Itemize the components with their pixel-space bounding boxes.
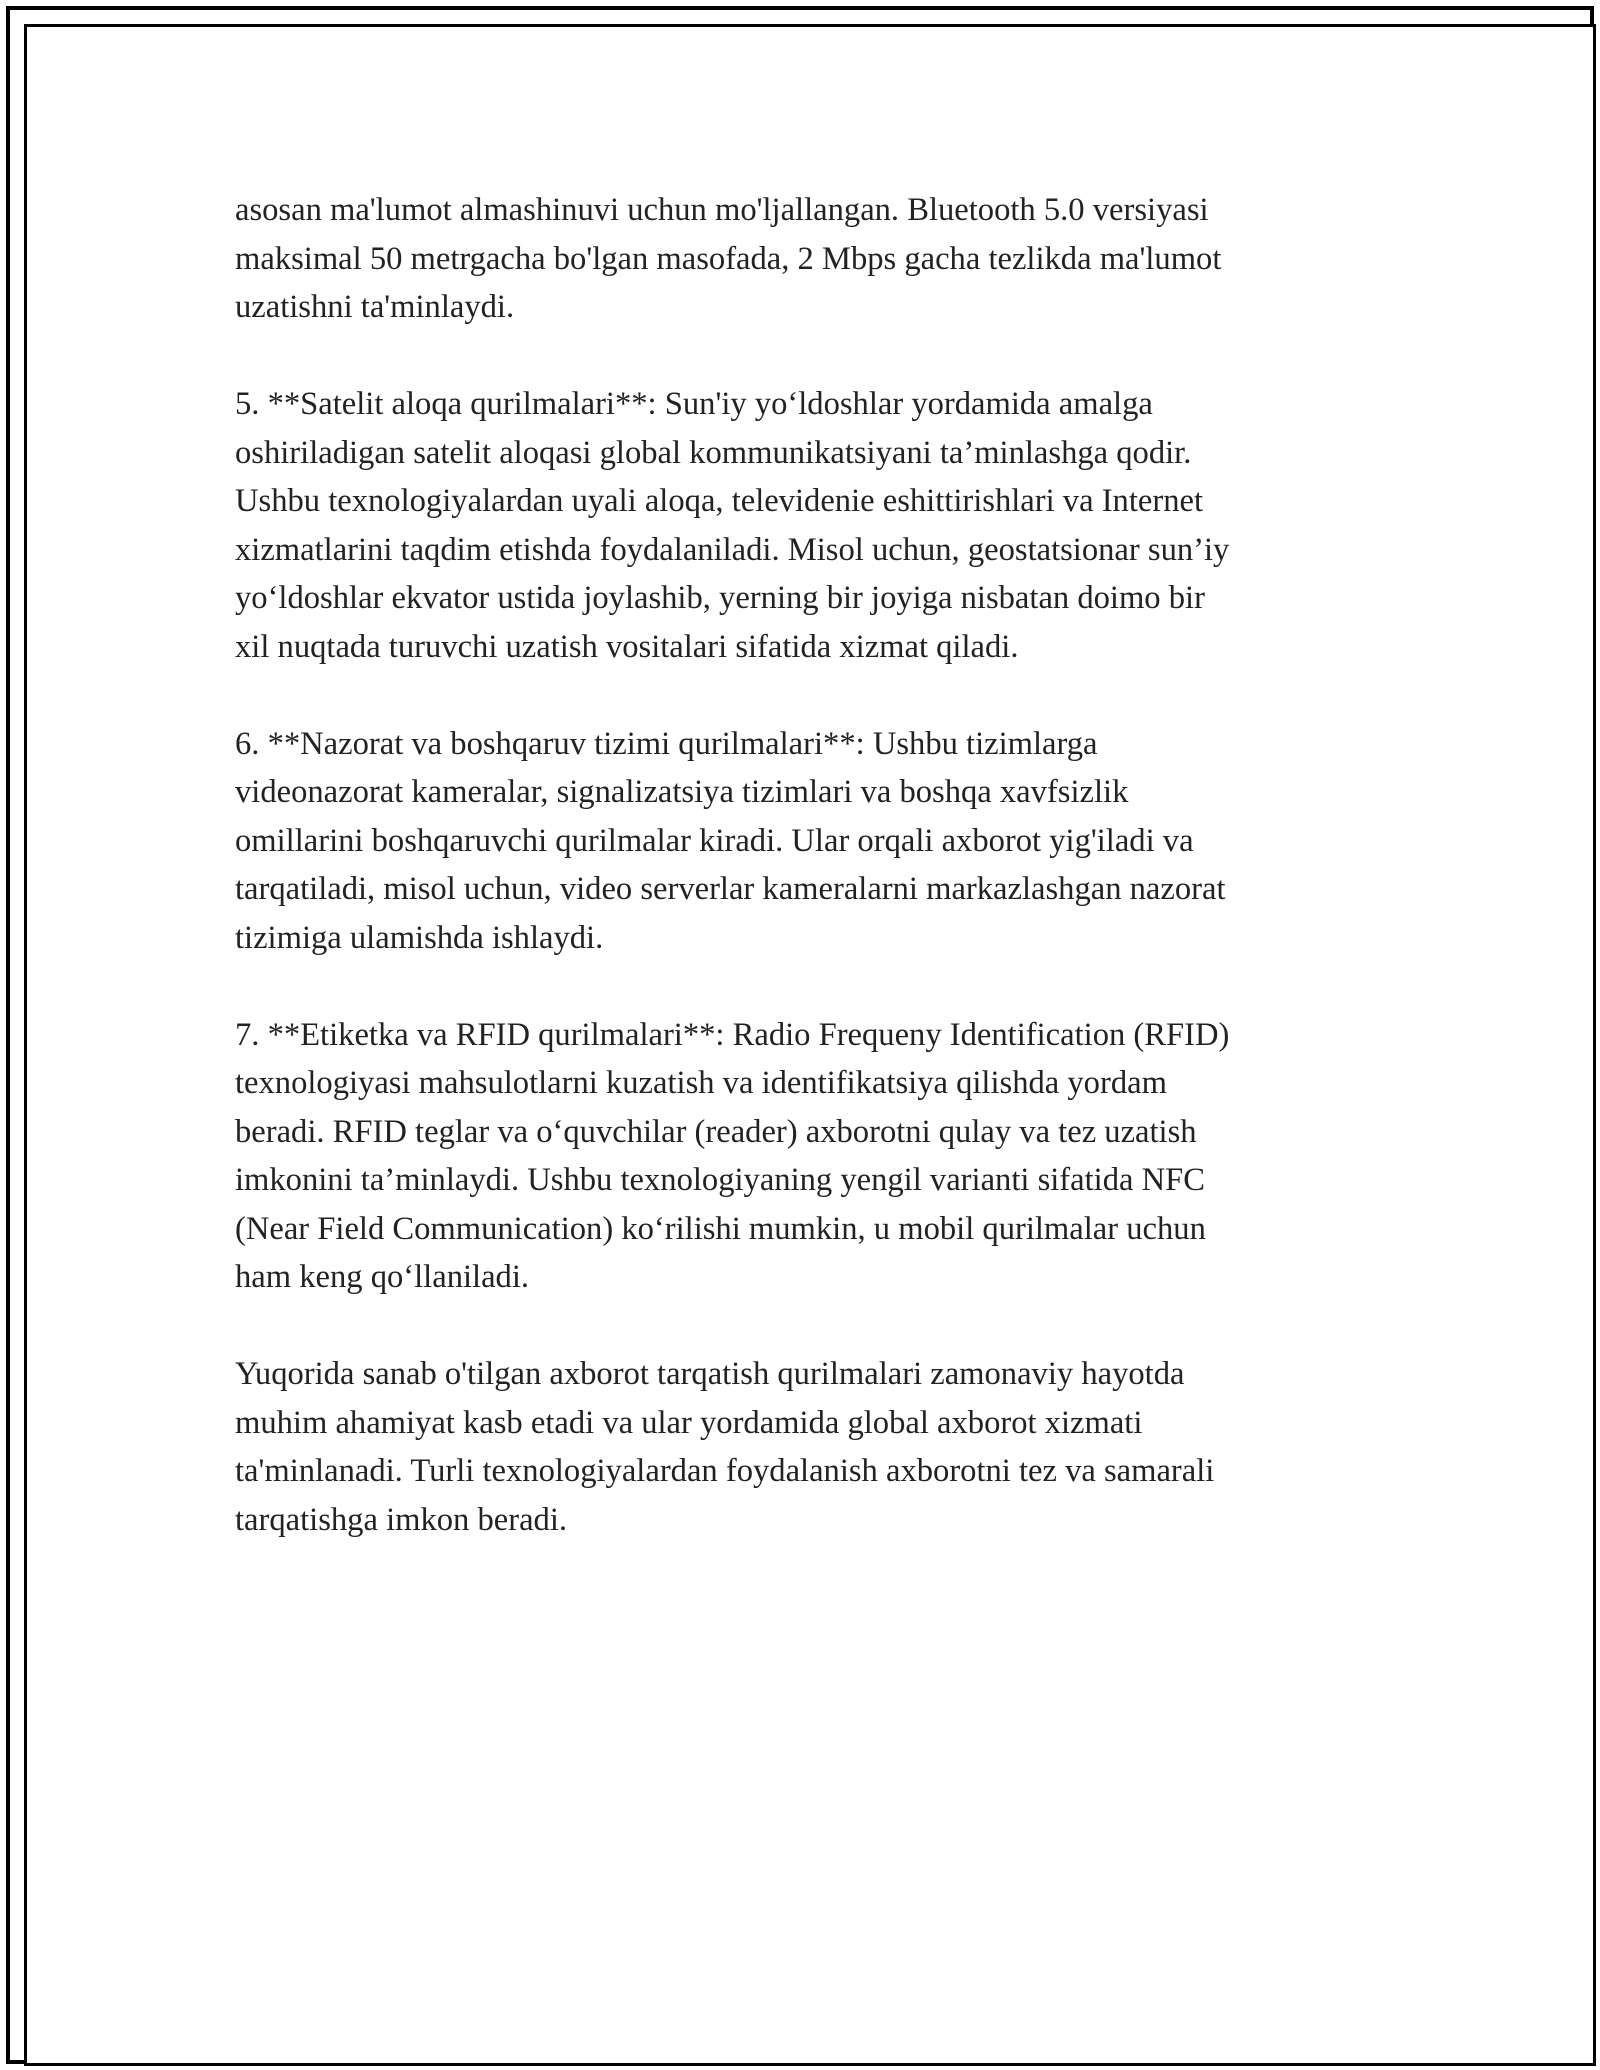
text-line: uzatishni ta'minlaydi.: [235, 289, 515, 325]
text-line: yo‘ldoshlar ekvator ustida joylashib, yerning bir joyiga nisbatan doimo bir: [235, 580, 1205, 616]
text-line: maksimal 50 metrgacha bo'lgan masofada, 2 Mbps gacha tezlikda ma'lumot: [235, 240, 1222, 277]
document-body: [235, 186, 1375, 1544]
text-line: omillarini boshqaruvchi qurilmalar kiradi. Ular orqali axborot yig'iladi va: [235, 822, 1194, 859]
text-line: beradi. RFID teglar va o‘quvchilar (reader) axborotni qulay va tez uzatish: [235, 1113, 1197, 1150]
text-line: 5. **Satelit aloqa qurilmalari**: Sun'iy yo‘ldoshlar yordamida amalga: [235, 386, 1153, 422]
text-line: oshiriladigan satelit aloqasi global kommunikatsiyani ta’minlashga qodir.: [235, 434, 1192, 471]
text-line: muhim ahamiyat kasb etadi va ular yordamida global axborot xizmati: [235, 1404, 1143, 1441]
text-line: ta'minlanadi. Turli texnologiyalardan foydalanish axborotni tez va samarali: [235, 1453, 1215, 1489]
text-line: 6. **Nazorat va boshqaruv tizimi qurilmalari**: Ushbu tizimlarga: [235, 725, 1098, 762]
text-line: tarqatiladi, misol uchun, video serverlar kameralarni markazlashgan nazorat: [235, 871, 1226, 907]
text-line: Yuqorida sanab o'tilgan axborot tarqatish qurilmalari zamonaviy hayotda: [235, 1356, 1185, 1392]
paragraph-rfid: [235, 1011, 1375, 1302]
paragraph-surveillance: [235, 720, 1375, 963]
text-line: asosan ma'lumot almashinuvi uchun mo'ljallangan. Bluetooth 5.0 versiyasi: [235, 192, 1209, 228]
text-line: videonazorat kameralar, signalizatsiya tizimlari va boshqa xavfsizlik: [235, 774, 1129, 810]
text-line: 7. **Etiketka va RFID qurilmalari**: Radio Frequeny Identification (RFID): [235, 1016, 1230, 1053]
paragraph-satellite: [235, 380, 1375, 671]
text-line: ham keng qo‘llaniladi.: [235, 1259, 530, 1295]
text-line: tizimiga ulamishda ishlaydi.: [235, 919, 604, 956]
text-line: xil nuqtada turuvchi uzatish vositalari sifatida xizmat qiladi.: [235, 628, 1019, 665]
paragraph-conclusion: [235, 1350, 1375, 1544]
text-line: Ushbu texnologiyalardan uyali aloqa, televidenie eshittirishlari va Internet: [235, 483, 1203, 519]
paragraph-bluetooth-continuation: [235, 186, 1375, 332]
text-line: (Near Field Communication) ko‘rilishi mumkin, u mobil qurilmalar uchun: [235, 1210, 1206, 1247]
text-line: texnologiyasi mahsulotlarni kuzatish va identifikatsiya qilishda yordam: [235, 1065, 1167, 1101]
text-line: imkonini ta’minlaydi. Ushbu texnologiyaning yengil varianti sifatida NFC: [235, 1162, 1205, 1198]
text-line: xizmatlarini taqdim etishda foydalaniladi. Misol uchun, geostatsionar sun’iy: [235, 531, 1230, 568]
text-line: tarqatishga imkon beradi.: [235, 1501, 568, 1538]
